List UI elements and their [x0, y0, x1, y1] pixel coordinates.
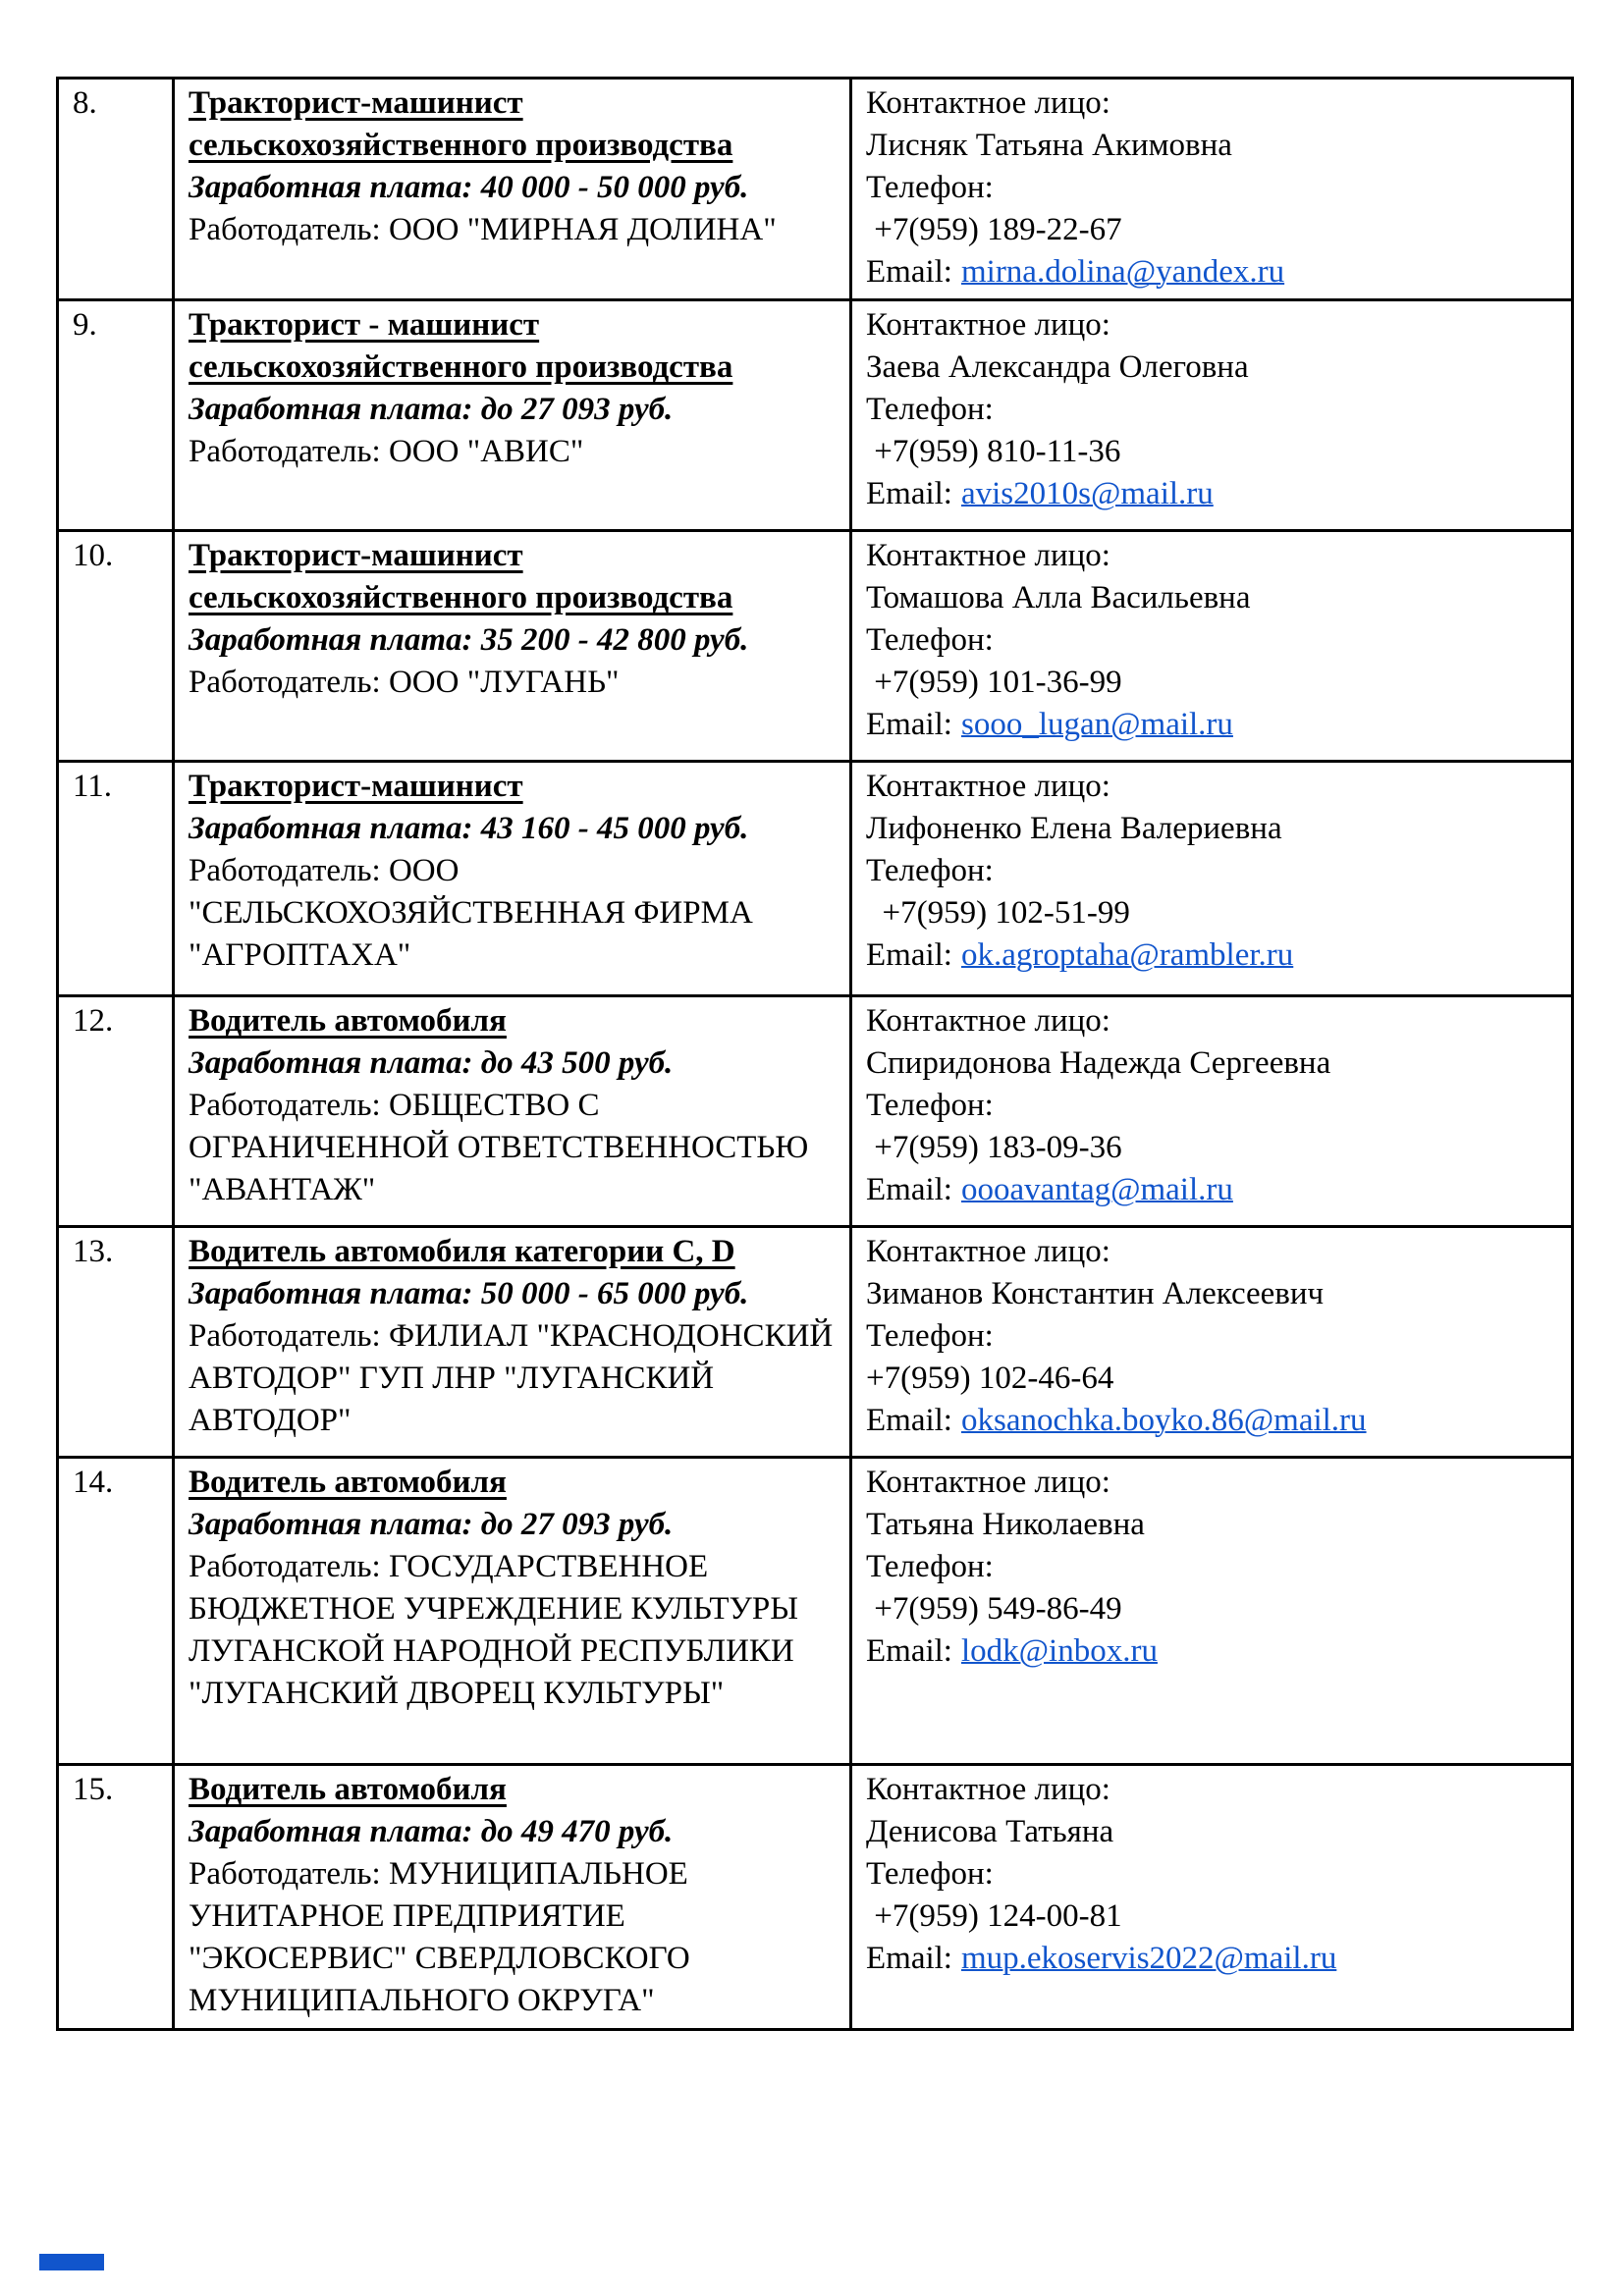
phone-label: Телефон:: [866, 392, 994, 428]
phone-number: +7(959) 810-11-36: [866, 434, 1121, 470]
row-number: 8.: [58, 79, 174, 300]
contact-cell: [851, 1458, 1573, 1765]
employer: Работодатель: ФИЛИАЛ "КРАСНОДОНСКИЙ АВТОДОР" ГУП ЛНР "ЛУГАНСКИЙ АВТОДОР": [189, 1318, 834, 1439]
job-title: Водитель автомобиля: [189, 1465, 507, 1501]
contact-name: Денисова Татьяна: [866, 1814, 1114, 1850]
phone-label: Телефон:: [866, 1318, 994, 1355]
email-label: Email:: [866, 253, 952, 290]
job-title: Тракторист-машинист сельскохозяйственного производства: [189, 85, 733, 163]
email-label: Email:: [866, 1941, 952, 1977]
table-row: [58, 531, 1573, 762]
email-label: Email:: [866, 707, 952, 743]
email-label: Email:: [866, 1403, 952, 1439]
contact-label: Контактное лицо:: [866, 85, 1110, 121]
contact-cell: [851, 79, 1573, 300]
email-link[interactable]: avis2010s@mail.ru: [960, 476, 1214, 512]
salary: Заработная плата: 50 000 - 65 000 руб.: [189, 1276, 749, 1312]
contact-cell: [851, 996, 1573, 1227]
vacancy-cell: [174, 1458, 851, 1765]
contact-cell: [851, 762, 1573, 996]
phone-number: +7(959) 101-36-99: [866, 665, 1122, 701]
contact-name: Спиридонова Надежда Сергеевна: [866, 1045, 1331, 1082]
vacancy-cell: [174, 531, 851, 762]
job-title: Тракторист-машинист: [189, 769, 523, 805]
contact-cell: [851, 531, 1573, 762]
contact-name: Томашова Алла Васильевна: [866, 580, 1251, 616]
employer: Работодатель: ОБЩЕСТВО С ОГРАНИЧЕННОЙ ОТВЕТСТВЕННОСТЬЮ "АВАНТАЖ": [189, 1088, 809, 1208]
email-link[interactable]: lodk@inbox.ru: [960, 1633, 1158, 1670]
vacancy-cell: [174, 79, 851, 300]
contact-label: Контактное лицо:: [866, 538, 1110, 574]
contact-cell: [851, 1765, 1573, 2029]
employer: Работодатель: МУНИЦИПАЛЬНОЕ УНИТАРНОЕ ПРЕДПРИЯТИЕ "ЭКОСЕРВИС" СВЕРДЛОВСКОГО МУНИЦИПАЛЬНОГО ОКРУГА": [189, 1856, 690, 2018]
table-row: [58, 1458, 1573, 1765]
salary: Заработная плата: до 27 093 руб.: [189, 392, 674, 428]
job-title: Водитель автомобиля категории C, D: [189, 1234, 735, 1270]
table-row: [58, 1765, 1573, 2029]
phone-label: Телефон:: [866, 1856, 994, 1893]
phone-number: +7(959) 102-46-64: [866, 1361, 1114, 1397]
employer: Работодатель: ООО "ЛУГАНЬ": [189, 665, 620, 701]
vacancy-cell: [174, 762, 851, 996]
job-title: Тракторист - машинист сельскохозяйственного производства: [189, 307, 733, 386]
table-row: [58, 79, 1573, 300]
salary: Заработная плата: до 27 093 руб.: [189, 1507, 674, 1543]
table-row: [58, 996, 1573, 1227]
row-number: 15.: [58, 1765, 174, 2029]
contact-cell: [851, 300, 1573, 531]
email-link[interactable]: sooo_lugan@mail.ru: [960, 707, 1233, 743]
email-label: Email:: [866, 476, 952, 512]
email-link[interactable]: mup.ekoservis2022@mail.ru: [960, 1941, 1337, 1977]
contact-name: Лисняк Татьяна Акимовна: [866, 127, 1232, 163]
email-link[interactable]: oksanochka.boyko.86@mail.ru: [960, 1403, 1367, 1439]
row-number: 9.: [58, 300, 174, 531]
contact-name: Заева Александра Олеговна: [866, 349, 1249, 386]
phone-label: Телефон:: [866, 1088, 994, 1124]
salary: Заработная плата: 35 200 - 42 800 руб.: [189, 622, 749, 659]
salary: Заработная плата: 40 000 - 50 000 руб.: [189, 169, 749, 205]
table-row: [58, 762, 1573, 996]
job-title: Водитель автомобиля: [189, 1772, 507, 1808]
employer: Работодатель: ООО "МИРНАЯ ДОЛИНА": [189, 211, 777, 247]
phone-label: Телефон:: [866, 169, 994, 205]
vacancy-cell: [174, 1765, 851, 2029]
phone-number: +7(959) 189-22-67: [866, 211, 1122, 247]
phone-label: Телефон:: [866, 853, 994, 889]
contact-label: Контактное лицо:: [866, 1234, 1110, 1270]
phone-label: Телефон:: [866, 1549, 994, 1585]
employer: Работодатель: ООО "АВИС": [189, 434, 584, 470]
email-link[interactable]: oooavantag@mail.ru: [960, 1172, 1233, 1208]
job-title: Водитель автомобиля: [189, 1003, 507, 1040]
email-label: Email:: [866, 937, 952, 974]
stray-blue-mark: [39, 2254, 104, 2270]
salary: Заработная плата: 43 160 - 45 000 руб.: [189, 811, 749, 847]
table-row: [58, 300, 1573, 531]
salary: Заработная плата: до 43 500 руб.: [189, 1045, 674, 1082]
table-row: [58, 1227, 1573, 1458]
contact-label: Контактное лицо:: [866, 1772, 1110, 1808]
phone-number: +7(959) 102-51-99: [866, 895, 1130, 932]
contact-label: Контактное лицо:: [866, 1003, 1110, 1040]
employer: Работодатель: ООО "СЕЛЬСКОХОЗЯЙСТВЕННАЯ ФИРМА "АГРОПТАХА": [189, 853, 753, 974]
phone-number: +7(959) 549-86-49: [866, 1591, 1122, 1628]
phone-label: Телефон:: [866, 622, 994, 659]
contact-name: Зиманов Константин Алексеевич: [866, 1276, 1325, 1312]
row-number: 10.: [58, 531, 174, 762]
vacancy-cell: [174, 996, 851, 1227]
row-number: 11.: [58, 762, 174, 996]
email-link[interactable]: ok.agroptaha@rambler.ru: [960, 937, 1294, 974]
employer: Работодатель: ГОСУДАРСТВЕННОЕ БЮДЖЕТНОЕ УЧРЕЖДЕНИЕ КУЛЬТУРЫ ЛУГАНСКОЙ НАРОДНОЙ РЕСПУБЛИКИ "ЛУГАНСКИЙ ДВОРЕЦ КУЛЬТУРЫ": [189, 1549, 798, 1711]
contact-name: Лифоненко Елена Валериевна: [866, 811, 1282, 847]
vacancy-cell: [174, 300, 851, 531]
row-number: 13.: [58, 1227, 174, 1458]
contact-label: Контактное лицо:: [866, 769, 1110, 805]
contact-label: Контактное лицо:: [866, 307, 1110, 344]
email-label: Email:: [866, 1172, 952, 1208]
phone-number: +7(959) 183-09-36: [866, 1130, 1122, 1166]
job-title: Тракторист-машинист сельскохозяйственного производства: [189, 538, 733, 616]
phone-number: +7(959) 124-00-81: [866, 1898, 1122, 1935]
row-number: 14.: [58, 1458, 174, 1765]
row-number: 12.: [58, 996, 174, 1227]
email-link[interactable]: mirna.dolina@yandex.ru: [960, 253, 1285, 290]
email-label: Email:: [866, 1633, 952, 1670]
salary: Заработная плата: до 49 470 руб.: [189, 1814, 674, 1850]
contact-cell: [851, 1227, 1573, 1458]
vacancy-cell: [174, 1227, 851, 1458]
contact-name: Татьяна Николаевна: [866, 1507, 1145, 1543]
vacancies-table: [56, 77, 1574, 2031]
contact-label: Контактное лицо:: [866, 1465, 1110, 1501]
